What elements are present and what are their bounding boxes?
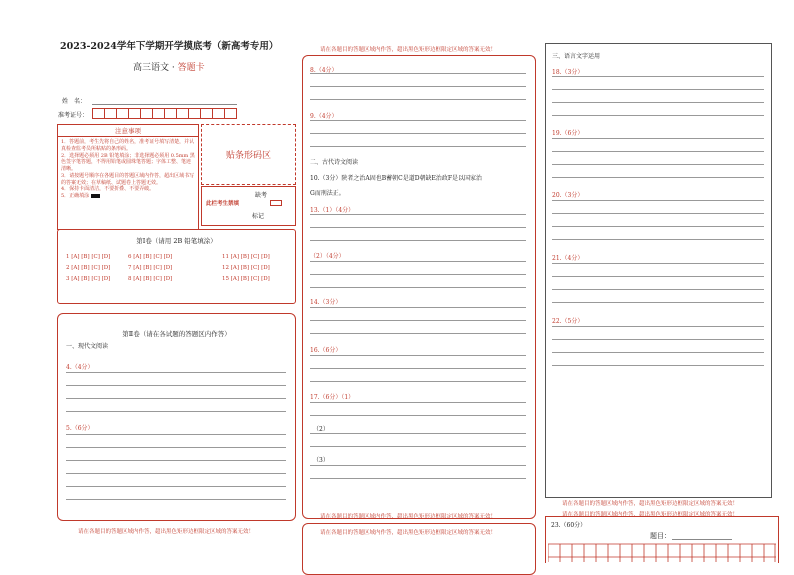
q22-line[interactable]	[552, 365, 764, 366]
notice-item-5: 5．正确填涂	[61, 193, 195, 200]
q22-line[interactable]	[552, 339, 764, 340]
warning-text: 请在各题目的答题区域内作答，超出黑色矩形边框限定区域的答案无效！	[320, 47, 497, 53]
absent-box	[201, 186, 296, 226]
q21-line[interactable]	[552, 302, 764, 303]
q16-line[interactable]	[310, 381, 526, 382]
notice-item-4: 4．保持卡面清洁，不要折叠、不要弄破。	[61, 186, 155, 193]
exam-no-boxes[interactable]	[92, 108, 237, 119]
absent-forbidden-label: 此栏考生禁填	[206, 201, 240, 207]
absent-text: 缺考	[255, 192, 268, 199]
topic-label: 题目：	[650, 532, 671, 540]
mcq-11[interactable]: 11 [A] [B] [C] [D]	[222, 254, 270, 260]
q16-line[interactable]	[310, 355, 526, 356]
q22-line[interactable]	[552, 326, 764, 327]
notice-title: 注意事项	[58, 125, 198, 137]
part2-title: 第Ⅱ卷（请在各试题的答题区内作答）	[122, 330, 231, 338]
q5-line[interactable]	[66, 434, 286, 435]
q22-label: 22.（5分）	[552, 318, 584, 325]
q8-line[interactable]	[310, 73, 526, 74]
barcode-area	[201, 124, 296, 185]
warning-text: 请在各题目的答题区域内作答，超出黑色矩形边框限定区域的答案无效！	[320, 514, 497, 520]
warning-text: 请在各题目的答题区域内作答，超出黑色矩形边框限定区域的答案无效！	[78, 529, 255, 535]
part1-title: 第Ⅰ卷（请用 2B 铅笔填涂）	[136, 237, 217, 245]
exam-title: 2023-2024学年下学期开学摸底考（新高考专用）	[60, 41, 279, 52]
q13-line[interactable]	[310, 227, 526, 228]
q17-line[interactable]	[310, 415, 526, 416]
q5-line[interactable]	[66, 447, 286, 448]
q5-line[interactable]	[66, 473, 286, 474]
mcq-2[interactable]: 2 [A] [B] [C] [D]	[66, 265, 111, 271]
name-field[interactable]	[92, 104, 237, 105]
q5-line[interactable]	[66, 460, 286, 461]
q17-line[interactable]	[310, 402, 526, 403]
q20-line[interactable]	[552, 200, 764, 201]
q4-line[interactable]	[66, 385, 286, 386]
section2-label: 二、古代诗文阅读	[310, 159, 359, 166]
q5-line[interactable]	[66, 486, 286, 487]
q9-line[interactable]	[310, 120, 526, 121]
q14-line[interactable]	[310, 333, 526, 334]
q18-line[interactable]	[552, 115, 764, 116]
warning-text: 请在各题目的答题区域内作答，超出黑色矩形边框限定区域的答案无效！	[562, 512, 739, 518]
notice-box	[57, 124, 199, 230]
q20-line[interactable]	[552, 239, 764, 240]
q16-label: 16.（6分）	[310, 347, 342, 354]
mcq-6[interactable]: 6 [A] [B] [C] [D]	[128, 254, 173, 260]
q21-label: 21.（4分）	[552, 255, 584, 262]
q19-line[interactable]	[552, 151, 764, 152]
notice-item-3: 3．请按题号顺序在各题目的答题区域内作答，超出区域书写的答案无效；在草稿纸、试题卷上答题无效。	[61, 172, 195, 186]
q13-line[interactable]	[310, 240, 526, 241]
exam-subtitle	[133, 60, 205, 73]
q19-line[interactable]	[552, 164, 764, 165]
topic-field[interactable]	[672, 539, 732, 540]
q16-line[interactable]	[310, 368, 526, 369]
q17c-line[interactable]	[310, 465, 526, 466]
q17-label: 17.（6分）（1）	[310, 394, 355, 401]
q5-label: 5.（6分）	[66, 425, 94, 432]
mcq-7[interactable]: 7 [A] [B] [C] [D]	[128, 265, 173, 271]
subtitle-prefix: 高三语文 ·	[133, 63, 178, 73]
q4-line[interactable]	[66, 411, 286, 412]
notice-item-1: 1．答题前，考生先将自己的姓名，准考证号填写清楚，并认真检查监考员所粘贴的条形码。	[61, 139, 195, 152]
mcq-15[interactable]: 15 [A] [B] [C] [D]	[222, 276, 270, 282]
q13-label: 13.（1）（4分）	[310, 207, 355, 214]
q19-line[interactable]	[552, 177, 764, 178]
q19-label: 19.（6分）	[552, 130, 584, 137]
q10-text-cont: G而刑法正。	[310, 190, 345, 197]
q17c-label: （3）	[313, 457, 329, 464]
filled-sample-icon	[91, 194, 100, 198]
exam-no-label: 准考证号：	[58, 112, 89, 119]
q8-line[interactable]	[310, 99, 526, 100]
q21-line[interactable]	[552, 263, 764, 264]
q17b-line[interactable]	[310, 433, 526, 434]
q13-line[interactable]	[310, 214, 526, 215]
warning-text: 请在各题目的答题区域内作答，超出黑色矩形边框限定区域的答案无效！	[320, 530, 497, 536]
q17b-line[interactable]	[310, 446, 526, 447]
mark-text: 标记	[252, 213, 265, 220]
q21-line[interactable]	[552, 276, 764, 277]
col3-box	[545, 43, 772, 498]
mcq-3[interactable]: 3 [A] [B] [C] [D]	[66, 276, 111, 282]
q9-label: 9.（4分）	[310, 113, 338, 120]
q9-line[interactable]	[310, 146, 526, 147]
q21-line[interactable]	[552, 289, 764, 290]
q4-line[interactable]	[66, 398, 286, 399]
q13b-line[interactable]	[310, 274, 526, 275]
q17b-label: （2）	[313, 426, 329, 433]
name-label: 姓 名：	[62, 98, 87, 105]
q14-label: 14.（3分）	[310, 299, 342, 306]
notice-item-2: 2．选择题必须用 2B 铅笔填涂；非选择题必须用 0.5mm 黑色签字笔答题，不得用铅笔或圆珠笔答题；字体工整、笔迹清晰。	[61, 152, 195, 172]
barcode-label: 贴条形码区	[225, 151, 271, 161]
q19-line[interactable]	[552, 138, 764, 139]
q13b-label: （2）（4分）	[310, 253, 345, 260]
q4-line[interactable]	[66, 372, 286, 373]
q13b-line[interactable]	[310, 287, 526, 288]
essay-grid[interactable]	[548, 543, 776, 562]
q18-label: 18.（3分）	[552, 69, 584, 76]
essay-grid-lines	[548, 543, 776, 562]
section3-label: 三、语言文字运用	[552, 53, 601, 60]
q5-line[interactable]	[66, 499, 286, 500]
absent-checkbox[interactable]	[270, 200, 282, 206]
q20-line[interactable]	[552, 213, 764, 214]
q10-text: 10.（3分）陕者之治A固也B蓄朝C是道D朝缺E治政F是以国家治	[310, 175, 483, 182]
q14-line[interactable]	[310, 307, 526, 308]
q23-label: 23.（60分）	[551, 522, 587, 529]
q4-label: 4.（4分）	[66, 364, 94, 371]
mcq-8[interactable]: 8 [A] [B] [C] [D]	[128, 276, 173, 282]
mcq-1[interactable]: 1 [A] [B] [C] [D]	[66, 254, 111, 260]
q20-line[interactable]	[552, 226, 764, 227]
q13b-line[interactable]	[310, 261, 526, 262]
q14-line[interactable]	[310, 320, 526, 321]
q8-line[interactable]	[310, 86, 526, 87]
section1-label: 一、现代文阅读	[66, 343, 109, 350]
warning-text: 请在各题目的答题区域内作答，超出黑色矩形边框限定区域的答案无效！	[562, 501, 739, 507]
q22-line[interactable]	[552, 352, 764, 353]
q20-label: 20.（3分）	[552, 192, 584, 199]
q8-label: 8.（4分）	[310, 67, 338, 74]
q9-line[interactable]	[310, 133, 526, 134]
q17c-line[interactable]	[310, 478, 526, 479]
q18-line[interactable]	[552, 89, 764, 90]
subtitle-answer-card: 答题卡	[177, 63, 205, 73]
q18-line[interactable]	[552, 76, 764, 77]
q18-line[interactable]	[552, 102, 764, 103]
mcq-12[interactable]: 12 [A] [B] [C] [D]	[222, 265, 270, 271]
